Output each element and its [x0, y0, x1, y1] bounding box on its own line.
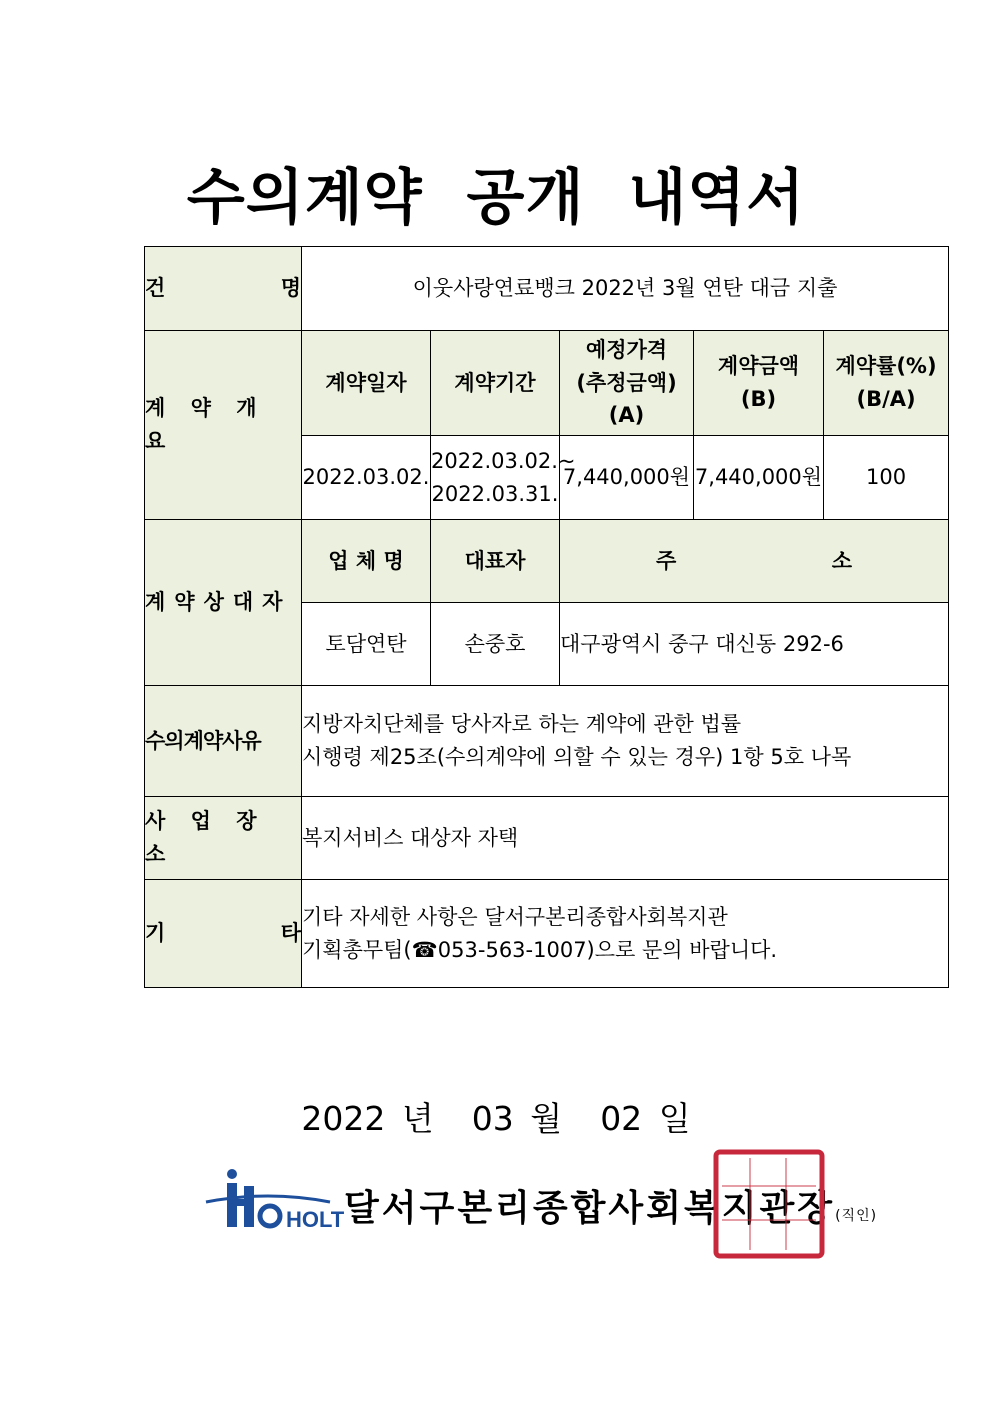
document-date: 2022 년 03 월 02 일 [301, 1099, 691, 1138]
contract-rate-value: 100 [824, 436, 949, 520]
header-estimated-price: 예정가격 (추정금액)(A) [560, 331, 694, 436]
organization-name: 달서구본리종합사회복지관장(직인) [344, 1188, 878, 1229]
contract-amount-value: 7,440,000원 [694, 436, 824, 520]
contract-period-value: 2022.03.02.~ 2022.03.31. [431, 436, 560, 520]
logo-text: HOLT [286, 1207, 345, 1232]
header-address: 주 소 [560, 520, 949, 603]
estimated-price-value: 7,440,000원 [560, 436, 694, 520]
row-party-header [145, 520, 949, 603]
row-etc [145, 880, 949, 988]
row-name [145, 247, 949, 331]
etc-value: 기타 자세한 사항은 달서구본리종합사회복지관 기획총무팀(☎053-563-1007)으로 문의 바랍니다. [302, 880, 949, 988]
reason-value: 지방자치단체를 당사자로 하는 계약에 관한 법률 시행령 제25조(수의계약에 의할 수 있는 경우) 1항 5호 나목 [302, 686, 949, 797]
row-place [145, 797, 949, 880]
header-contract-rate: 계약률(%) (B/A) [824, 331, 949, 436]
header-company: 업 체 명 [302, 520, 431, 603]
label-party: 계약상대자 [145, 520, 302, 686]
row-overview-header [145, 331, 949, 436]
contract-date-value: 2022.03.02. [302, 436, 431, 520]
label-overview: 계 약 개 요 [145, 331, 302, 520]
contract-table [144, 246, 949, 988]
phone-icon: ☎ [411, 937, 438, 962]
header-contract-period: 계약기간 [431, 331, 560, 436]
place-value: 복지서비스 대상자 자택 [302, 797, 949, 880]
header-representative: 대표자 [431, 520, 560, 603]
label-reason: 수의계약사유 [145, 686, 302, 797]
label-name: 건 명 [145, 247, 302, 331]
row-reason [145, 686, 949, 797]
document-title: 수의계약 공개 내역서 [186, 163, 806, 233]
representative-value: 손중호 [431, 603, 560, 686]
label-etc: 기 타 [145, 880, 302, 988]
header-contract-date: 계약일자 [302, 331, 431, 436]
holt-logo [204, 1166, 345, 1238]
contract-name-value: 이웃사랑연료뱅크 2022년 3월 연탄 대금 지출 [302, 247, 949, 331]
official-seal [712, 1148, 826, 1264]
company-value: 토담연탄 [302, 603, 431, 686]
header-contract-amount: 계약금액 (B) [694, 331, 824, 436]
address-value: 대구광역시 중구 대신동 292-6 [560, 603, 949, 686]
label-place: 사 업 장 소 [145, 797, 302, 880]
